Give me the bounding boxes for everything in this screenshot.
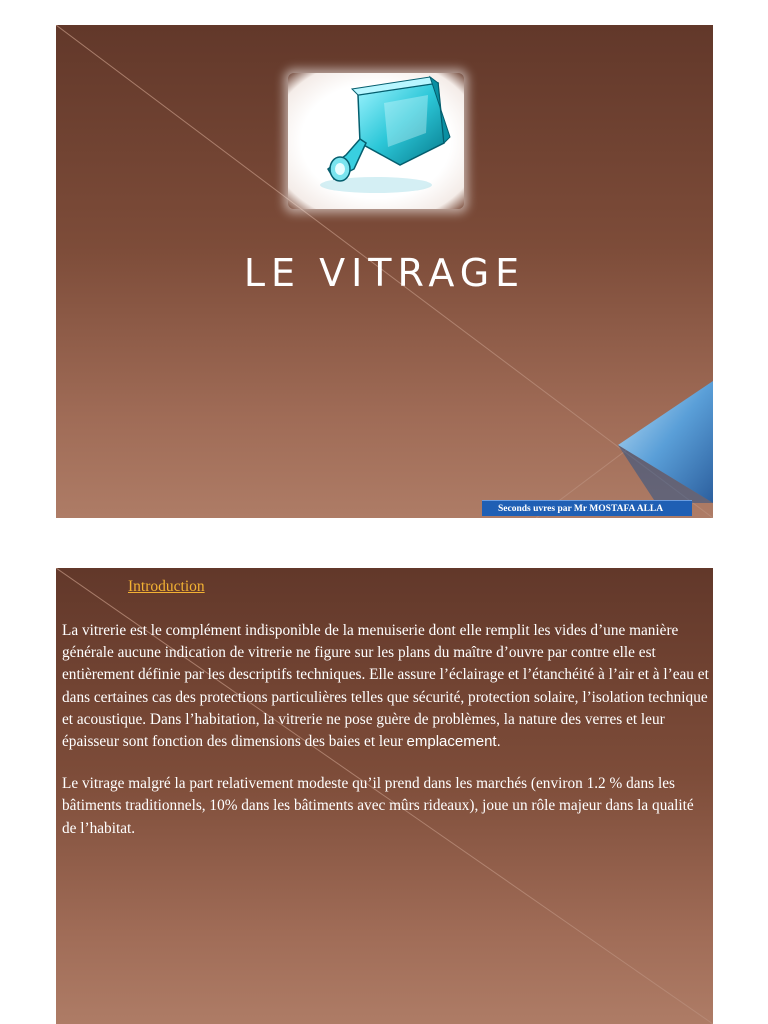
section-heading: Introduction <box>128 578 205 595</box>
paragraph-2: Le vitrage malgré la part relativement modeste qu’il prend dans les marchés (environ 1.2 % dans les bâtiments traditionnels, 10% dans les bâtiments avec mûrs rideaux), joue un rôle majeur dans la qualité de l’habitat. <box>62 775 694 837</box>
glass-bottle-image <box>288 73 464 209</box>
slide-title: LE VITRAGE <box>243 251 526 295</box>
paragraph-1-text: La vitrerie est le complément indisponible de la menuiserie dont elle remplit les vides d’une manière générale aucune indication de vitrerie ne figure sur les plans du maître d’ouvre par contre elle est entièrement définie par les descriptifs techniques. Elle assure l’éclairage et l’étanchéité à l’air et à l’eau et dans certaines cas des protections particulières telles que sécurité, protection solaire, l’isolation technique et acoustique. Dans l’habitation, la vitrerie ne pose guère de problèmes, la nature des verres et leur épaisseur sont fonction des dimensions des baies et leur <box>62 622 709 751</box>
paragraph-1-tail: emplacement. <box>406 733 501 751</box>
title-slide <box>56 25 713 518</box>
body-text <box>62 620 710 840</box>
author-credit-bar: Seconds uvres par Mr MOSTAFA ALLA <box>482 500 692 516</box>
paragraph-1 <box>62 620 710 753</box>
introduction-slide <box>56 568 713 1024</box>
